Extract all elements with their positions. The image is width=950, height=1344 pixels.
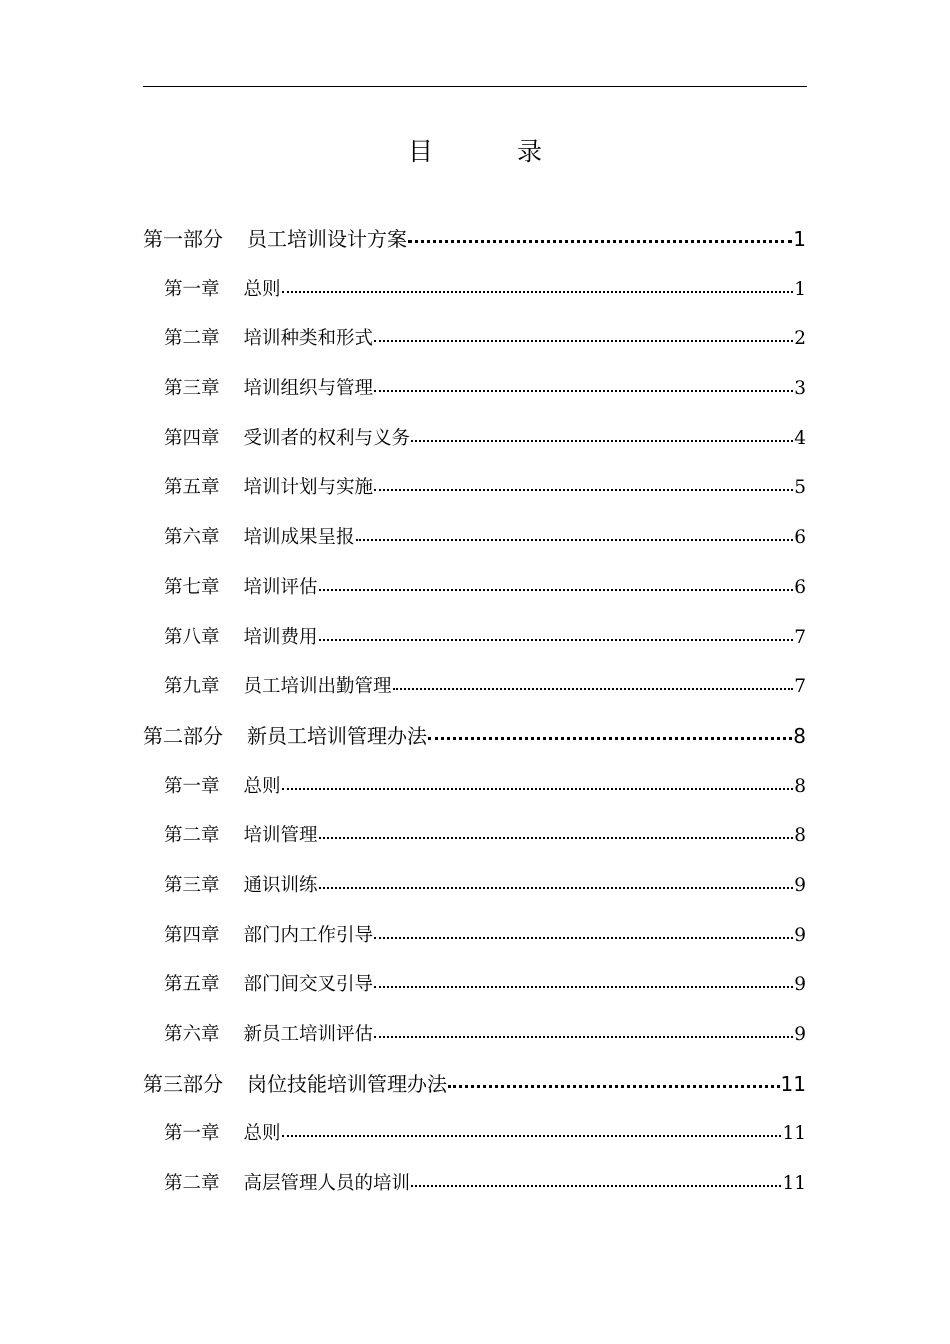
- toc-part-entry[interactable]: [143, 712, 806, 762]
- toc-entry-title: 部门间交叉引导: [243, 974, 374, 996]
- header-rule: [143, 86, 807, 87]
- toc-chapter-entry[interactable]: [143, 960, 806, 1010]
- toc-dot-leader: [374, 937, 793, 939]
- toc-entry-title: 员工培训设计方案: [247, 227, 407, 251]
- toc-entry-title: 培训组织与管理: [243, 378, 374, 400]
- toc-entry-number: 第二章: [164, 328, 220, 350]
- toc-dot-leader: [411, 440, 793, 442]
- toc-chapter-entry[interactable]: [143, 1109, 806, 1159]
- toc-chapter-entry[interactable]: [143, 563, 806, 613]
- toc-entry-title: 培训种类和形式: [243, 328, 374, 350]
- toc-page-number: 8: [794, 825, 806, 847]
- toc-dot-leader: [374, 390, 793, 392]
- toc-chapter-entry[interactable]: [143, 513, 806, 563]
- toc-entry-number: 第四章: [164, 924, 220, 946]
- toc-dot-leader: [282, 1135, 782, 1137]
- toc-entry-title: 岗位技能培训管理办法: [247, 1071, 447, 1096]
- toc-dot-leader: [282, 291, 794, 293]
- toc-entry-title: 总则: [243, 775, 281, 797]
- toc-chapter-entry[interactable]: [143, 463, 806, 513]
- toc-entry-number: 第五章: [164, 974, 220, 996]
- toc-entry-number: 第二部分: [143, 723, 223, 748]
- toc-page-number: 11: [782, 1123, 806, 1145]
- toc-page-number: 11: [782, 1173, 806, 1195]
- toc-page-number: 9: [794, 924, 806, 946]
- toc-dot-leader: [393, 688, 794, 690]
- toc-chapter-entry[interactable]: [143, 811, 806, 861]
- toc-entry-title: 培训计划与实施: [243, 477, 374, 499]
- toc-entry-number: 第一部分: [143, 227, 223, 251]
- toc-entry-title: 受训者的权利与义务: [243, 427, 411, 449]
- toc-chapter-entry[interactable]: [143, 911, 806, 961]
- toc-entry-title: 通识训练: [243, 874, 318, 896]
- toc-dot-leader: [356, 539, 794, 541]
- toc-page-number: 6: [794, 576, 806, 598]
- toc-chapter-entry[interactable]: [143, 364, 806, 414]
- toc-chapter-entry[interactable]: [143, 314, 806, 364]
- toc-part-entry[interactable]: [143, 1060, 806, 1110]
- toc-entry-number: 第一章: [164, 278, 220, 300]
- toc-entry-title: 新员工培训管理办法: [247, 723, 427, 748]
- toc-entry-title: 培训管理: [243, 825, 318, 847]
- toc-entry-title: 培训成果呈报: [243, 527, 355, 549]
- toc-dot-leader: [319, 589, 794, 591]
- toc-chapter-entry[interactable]: [143, 662, 806, 712]
- toc-chapter-entry[interactable]: [143, 265, 806, 315]
- toc-dot-leader: [428, 737, 792, 740]
- toc-dot-leader: [282, 788, 794, 790]
- toc-chapter-entry[interactable]: [143, 1159, 806, 1209]
- toc-entry-number: 第三部分: [143, 1071, 223, 1096]
- toc-page-number: 3: [794, 378, 806, 400]
- table-of-contents: [143, 215, 806, 1209]
- toc-chapter-entry[interactable]: [143, 1010, 806, 1060]
- toc-part-entry[interactable]: [143, 215, 806, 265]
- toc-dot-leader: [319, 639, 794, 641]
- toc-page-number: 11: [780, 1071, 806, 1096]
- toc-chapter-entry[interactable]: [143, 414, 806, 464]
- toc-entry-title: 高层管理人员的培训: [243, 1173, 411, 1195]
- toc-entry-title: 部门内工作引导: [243, 924, 374, 946]
- toc-entry-number: 第二章: [164, 1173, 220, 1195]
- toc-dot-leader: [448, 1085, 780, 1088]
- toc-entry-title: 新员工培训评估: [243, 1024, 374, 1045]
- toc-dot-leader: [374, 340, 793, 342]
- toc-chapter-entry[interactable]: [143, 861, 806, 911]
- toc-entry-number: 第八章: [164, 626, 220, 648]
- toc-dot-leader: [411, 1185, 781, 1187]
- toc-entry-number: 第六章: [164, 1024, 220, 1045]
- toc-entry-number: 第九章: [164, 676, 220, 698]
- toc-dot-leader: [319, 887, 794, 889]
- toc-entry-title: 培训评估: [243, 576, 318, 598]
- toc-dot-leader: [374, 986, 793, 988]
- toc-page-number: 9: [794, 874, 806, 896]
- toc-chapter-entry[interactable]: [143, 613, 806, 663]
- toc-dot-leader: [374, 1036, 793, 1038]
- toc-page-number: 2: [794, 328, 806, 350]
- toc-page-number: 5: [794, 477, 806, 499]
- toc-entry-number: 第三章: [164, 874, 220, 896]
- toc-chapter-entry[interactable]: [143, 762, 806, 812]
- toc-entry-number: 第一章: [164, 1123, 220, 1145]
- toc-entry-number: 第七章: [164, 576, 220, 598]
- toc-page-number: 4: [794, 427, 806, 449]
- toc-entry-title: 培训费用: [243, 626, 318, 648]
- toc-entry-number: 第五章: [164, 477, 220, 499]
- toc-entry-number: 第四章: [164, 427, 220, 449]
- toc-entry-number: 第一章: [164, 775, 220, 797]
- toc-page-number: 8: [794, 775, 806, 797]
- toc-page-number: 9: [794, 974, 806, 996]
- page-title: 目 录: [408, 137, 580, 166]
- toc-dot-leader: [408, 240, 792, 243]
- toc-page-number: 9: [794, 1024, 806, 1045]
- toc-entry-number: 第三章: [164, 378, 220, 400]
- toc-page-number: 7: [794, 676, 806, 698]
- toc-page-number: 6: [794, 527, 806, 549]
- toc-page-number: 1: [793, 227, 806, 251]
- toc-entry-title: 员工培训出勤管理: [243, 676, 392, 698]
- toc-page-number: 7: [794, 626, 806, 648]
- toc-page-number: 8: [793, 723, 806, 748]
- toc-entry-number: 第二章: [164, 825, 220, 847]
- toc-entry-title: 总则: [243, 1123, 281, 1145]
- toc-entry-number: 第六章: [164, 527, 220, 549]
- toc-page-number: 1: [794, 278, 806, 300]
- toc-entry-title: 总则: [243, 278, 281, 300]
- toc-dot-leader: [319, 837, 794, 839]
- toc-dot-leader: [374, 489, 793, 491]
